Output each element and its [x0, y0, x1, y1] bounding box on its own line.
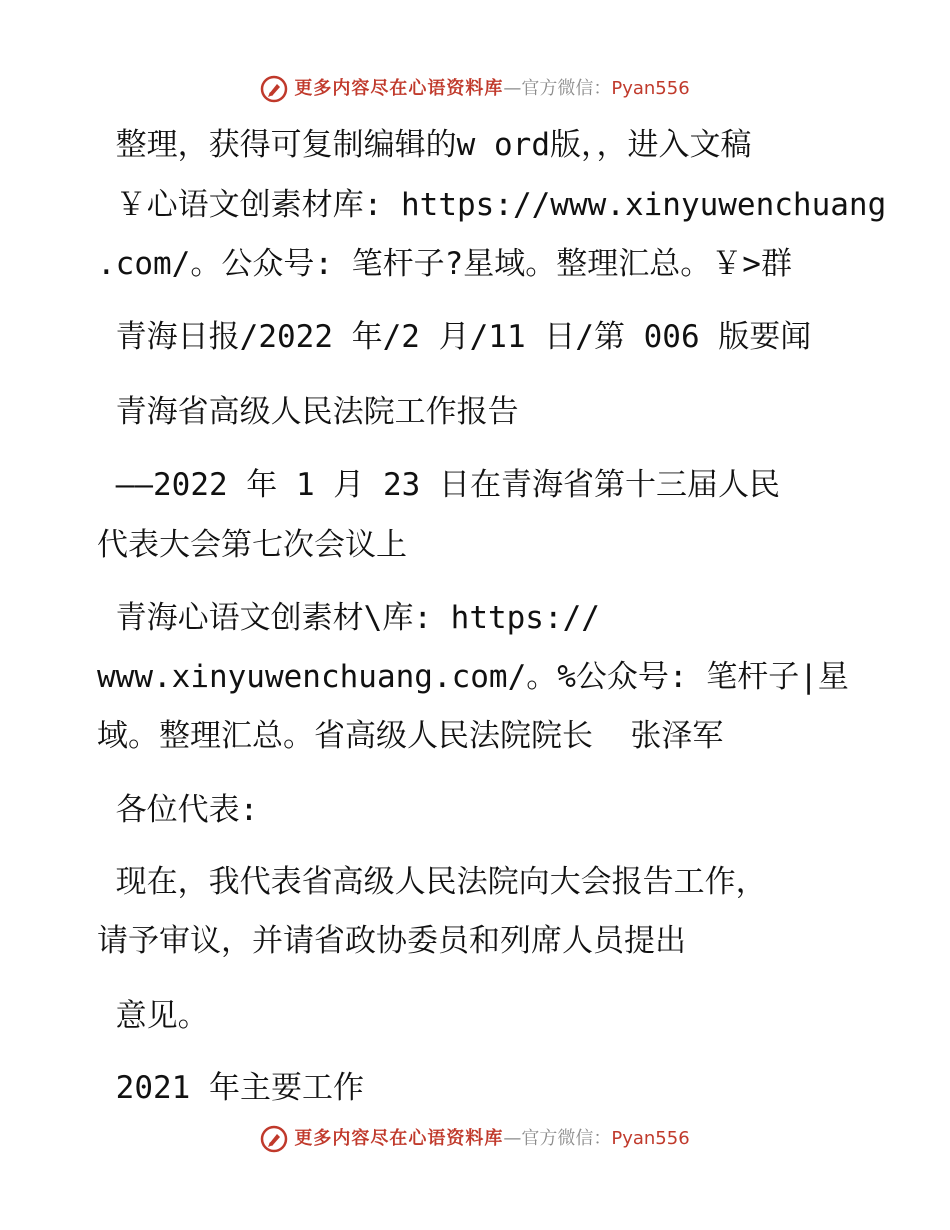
banner-wechat-label: —官方微信： [503, 78, 612, 99]
document-title: 青海省高级人民法院工作报告 [97, 394, 519, 430]
body-line: 现在，我代表省高级人民法院向大会报告工作， [97, 864, 767, 900]
body-line: ——2022 年 1 月 23 日在青海省第十三届人民 [97, 467, 780, 503]
body-line: 整理，获得可复制编辑的w ord版，，进入文稿 [97, 127, 752, 163]
banner-wechat-id: Pyan556 [611, 78, 690, 99]
pen-logo-icon [260, 1125, 288, 1153]
body-line: .com/。公众号: 笔杆子?星域。整理汇总。￥>群 [97, 246, 792, 282]
banner-title: 更多内容尽在心语资料库 [294, 1128, 504, 1149]
banner-wechat-label: —官方微信： [503, 1128, 612, 1149]
body-line: 代表大会第七次会议上 [97, 527, 407, 563]
body-line: 青海日报/2022 年/2 月/11 日/第 006 版要闻 [97, 319, 812, 355]
footer-banner [0, 1125, 950, 1153]
banner-title: 更多内容尽在心语资料库 [294, 78, 504, 99]
header-banner [0, 75, 950, 103]
body-line: 域。整理汇总。省高级人民法院院长 张泽军 [97, 718, 724, 754]
body-line: 青海心语文创素材\库: https:// [97, 600, 600, 636]
banner-wechat-id: Pyan556 [611, 1128, 690, 1149]
pen-logo-icon [260, 75, 288, 103]
body-line: 各位代表: [97, 792, 259, 828]
body-line: 意见。 [97, 998, 209, 1034]
body-line: ￥心语文创素材库: https://www.xinyuwenchuang [97, 187, 887, 223]
body-line: www.xinyuwenchuang.com/。%公众号: 笔杆子|星 [97, 659, 849, 695]
body-line: 请予审议，并请省政协委员和列席人员提出 [97, 923, 686, 959]
section-heading: 2021 年主要工作 [97, 1070, 364, 1106]
